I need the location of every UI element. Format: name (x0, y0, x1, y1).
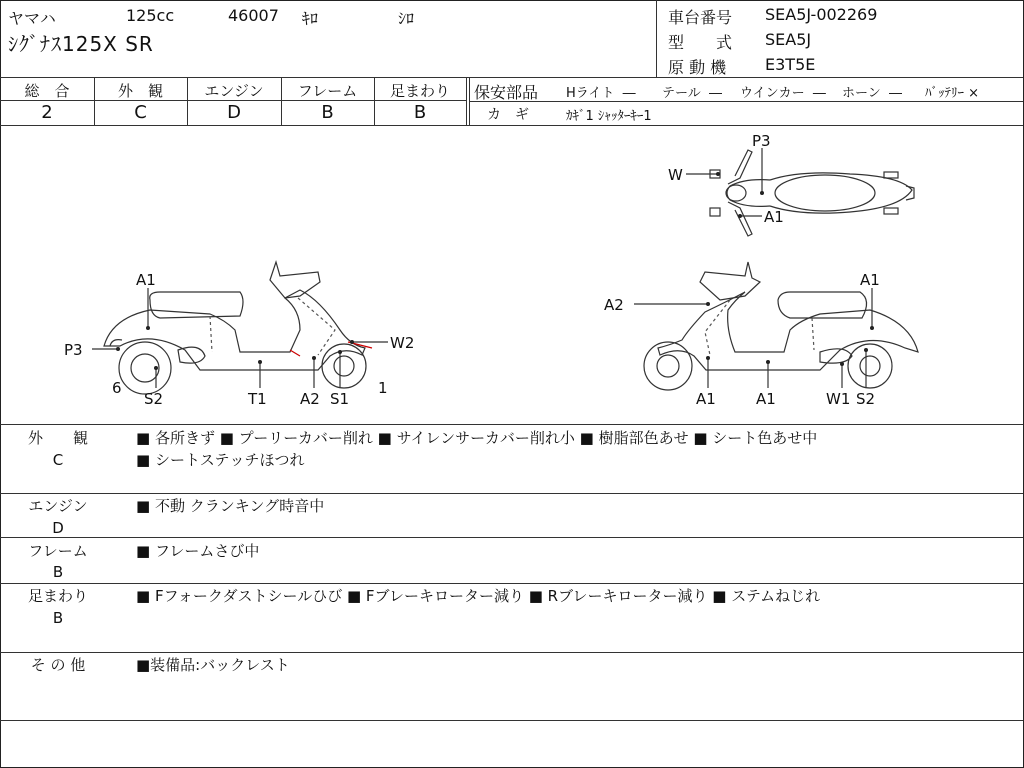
safety-item-headlight: Hライト ― (566, 86, 636, 101)
detail-divider (0, 583, 1023, 584)
detail-label-frame: フレーム (28, 542, 88, 560)
detail-text-exterior-2: ■ シートステッチほつれ (136, 451, 305, 469)
engine-value: E3T5E (765, 55, 816, 74)
detail-text-engine: ■ 不動 クランキング時音中 (136, 497, 325, 515)
detail-grade-engine: D (52, 519, 64, 537)
detail-divider (0, 537, 1023, 538)
label-left-s1: S1 (330, 390, 350, 408)
grade-label-frame: フレーム (297, 82, 358, 100)
detail-grade-exterior: C (52, 451, 64, 469)
frame-no-label: 車台番号 (668, 8, 733, 27)
label-right-w1: W1 (826, 390, 851, 408)
detail-label-engine: エンジン (28, 497, 88, 515)
label-top-w: W (668, 166, 683, 184)
mileage-unit: ｷﾛ (302, 9, 319, 28)
grade-value-frame: B (321, 102, 334, 123)
row-divider (0, 77, 1023, 78)
label-right-a2: A2 (604, 296, 624, 314)
label-top-p3: P3 (752, 132, 771, 150)
label-left-6: 6 (112, 379, 122, 397)
label-left-1: 1 (378, 379, 388, 397)
scooter-top-view (710, 150, 914, 236)
safety-mid-divider (469, 101, 1023, 102)
label-left-s2: S2 (144, 390, 164, 408)
safety-title: 保安部品 (474, 83, 539, 102)
grade-label-overall: 総 合 (24, 82, 70, 100)
mileage: 46007 (228, 6, 279, 25)
maker: ヤマハ (8, 9, 56, 28)
color: ｼﾛ (398, 9, 415, 28)
detail-grade-frame: B (52, 563, 64, 581)
safety-item-battery: ﾊﾞｯﾃﾘｰ × (925, 86, 980, 101)
header-divider (656, 0, 657, 77)
details-top-divider (0, 424, 1023, 425)
label-right-s2: S2 (856, 390, 876, 408)
label-top-a1: A1 (764, 208, 784, 226)
grade-value-exterior: C (134, 102, 147, 123)
detail-text-frame: ■ フレームさび中 (136, 542, 260, 560)
displacement: 125cc (126, 6, 175, 25)
frame-no: SEA5J-002269 (765, 5, 878, 24)
label-right-a1-a: A1 (696, 390, 716, 408)
detail-text-suspension: ■ Fフォークダストシールひび ■ Fブレーキローター減り ■ Rブレーキローター減り ■ ステムねじれ (136, 587, 821, 605)
grade-value-engine: D (227, 102, 241, 123)
detail-text-other: ■装備品:バックレスト (136, 656, 290, 674)
scooter-diagram (0, 126, 1022, 424)
grade-value-overall: 2 (41, 102, 53, 123)
safety-item-horn: ホーン ― (842, 86, 903, 101)
grade-label-suspension: 足まわり (389, 82, 450, 100)
key-value: ｶｷﾞ1 ｼｬｯﾀｰｷｰ1 (566, 109, 652, 124)
safety-item-tail: テール ― (662, 86, 723, 101)
grade-value-suspension: B (413, 102, 427, 123)
safety-item-winker: ウインカー ― (740, 86, 826, 101)
label-right-a1-top: A1 (860, 271, 880, 289)
detail-label-exterior: 外 観 (27, 429, 88, 447)
grade-label-exterior: 外 観 (117, 82, 163, 100)
detail-grade-suspension: B (52, 609, 64, 627)
model-name: ｼｸﾞﾅｽ125X SR (8, 32, 154, 56)
label-left-a1: A1 (136, 271, 156, 289)
engine-label: 原 動 機 (668, 58, 727, 77)
detail-divider (0, 493, 1023, 494)
label-left-p3: P3 (64, 341, 83, 359)
label-left-t1: T1 (248, 390, 267, 408)
detail-text-exterior-1: ■ 各所きず ■ プーリーカバー削れ ■ サイレンサーカバー削れ小 ■ 樹脂部色あせ ■ シート色あせ中 (136, 429, 818, 447)
label-left-w2: W2 (390, 334, 415, 352)
label-left-a2: A2 (300, 390, 320, 408)
type-label: 型 式 (668, 33, 733, 52)
detail-label-suspension: 足まわり (27, 587, 88, 605)
label-right-a1-b: A1 (756, 390, 776, 408)
grade-label-engine: エンジン (204, 82, 264, 100)
detail-divider (0, 652, 1023, 653)
grade-divider (466, 77, 467, 125)
detail-divider (0, 720, 1023, 721)
detail-label-other: そ の 他 (30, 656, 86, 674)
key-label: カ ギ (487, 107, 529, 123)
type-value: SEA5J (765, 30, 812, 49)
